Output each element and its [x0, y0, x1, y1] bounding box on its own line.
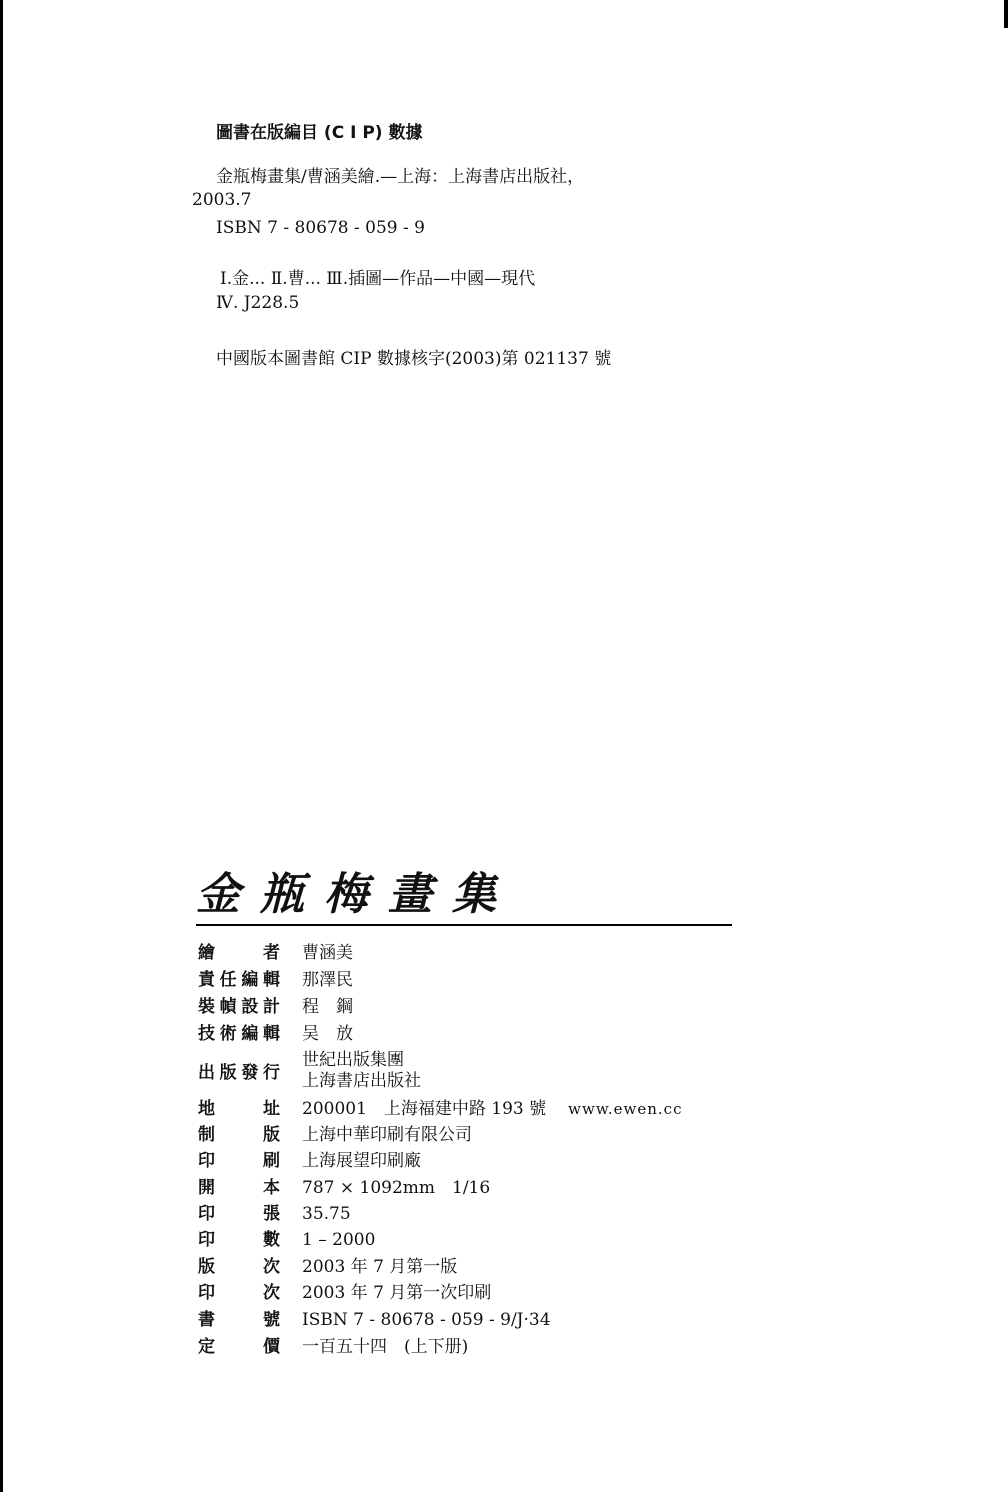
cip-record-line: 中國版本圖書館 CIP 數據核字(2003)第 021137 號: [216, 349, 612, 369]
website-link[interactable]: www.ewen.cc: [568, 1100, 683, 1118]
credit-value: 2003 年 7 月第一版: [302, 1257, 458, 1277]
credit-value-second: 上海書店出版社: [302, 1071, 421, 1091]
credit-value: 2003 年 7 月第一次印刷: [302, 1283, 492, 1303]
title-rule: [196, 924, 732, 926]
credit-label: 出 版 發 行: [198, 1063, 280, 1083]
credit-value: 1 – 2000: [302, 1230, 376, 1250]
cip-isbn-line: ISBN 7 - 80678 - 059 - 9: [216, 218, 425, 238]
credit-label: 開 本: [198, 1178, 280, 1198]
cip-entry-line: 金瓶梅畫集/曹涵美繪.—上海：上海書店出版社，: [216, 167, 585, 187]
credit-value: 上海展望印刷廠: [302, 1151, 421, 1171]
credit-label: 書 號: [198, 1310, 280, 1330]
page-edge-left: [0, 0, 3, 1492]
credit-label: 繪 者: [198, 943, 280, 963]
credit-value: 787 × 1092mm 1/16: [302, 1178, 491, 1198]
cip-subject-line: Ⅰ.金... Ⅱ.曹... Ⅲ.插圖—作品—中國—現代: [220, 269, 536, 289]
book-title: 金瓶梅畫集: [196, 869, 516, 920]
credit-value: 那澤民: [302, 970, 353, 990]
credit-label: 印 次: [198, 1283, 280, 1303]
credit-value: 曹涵美: [302, 943, 353, 963]
credit-value: 吴 放: [302, 1024, 353, 1044]
credit-label: 印 張: [198, 1204, 280, 1224]
credit-value: 程 鋼: [302, 997, 353, 1017]
credit-value: 35.75: [302, 1204, 351, 1224]
credit-label: 定 價: [198, 1337, 280, 1357]
credit-value: 上海中華印刷有限公司: [302, 1125, 472, 1145]
credit-label: 地 址: [198, 1099, 280, 1119]
address-text: 200001 上海福建中路 193 號: [302, 1099, 547, 1119]
credit-label: 制 版: [198, 1125, 280, 1145]
page-edge-right: [1004, 0, 1008, 28]
credit-label: 版 次: [198, 1257, 280, 1277]
credit-value: ISBN 7 - 80678 - 059 - 9/J·34: [302, 1310, 551, 1330]
credit-label: 印 數: [198, 1230, 280, 1250]
cip-class-line: Ⅳ. J228.5: [216, 293, 300, 313]
credit-label: 印 刷: [198, 1151, 280, 1171]
credit-label: 裝 幀 設 計: [198, 997, 280, 1017]
credit-value: 一百五十四 (上下册): [302, 1337, 469, 1357]
credit-value: 世紀出版集團: [302, 1050, 404, 1070]
credit-value: [302, 1096, 683, 1122]
credit-label: 責 任 編 輯: [198, 970, 280, 990]
cip-date-line: 2003.7: [192, 190, 252, 210]
credit-label: 技 術 編 輯: [198, 1024, 280, 1044]
cip-heading: 圖書在版編目 (C I P) 數據: [216, 123, 423, 143]
